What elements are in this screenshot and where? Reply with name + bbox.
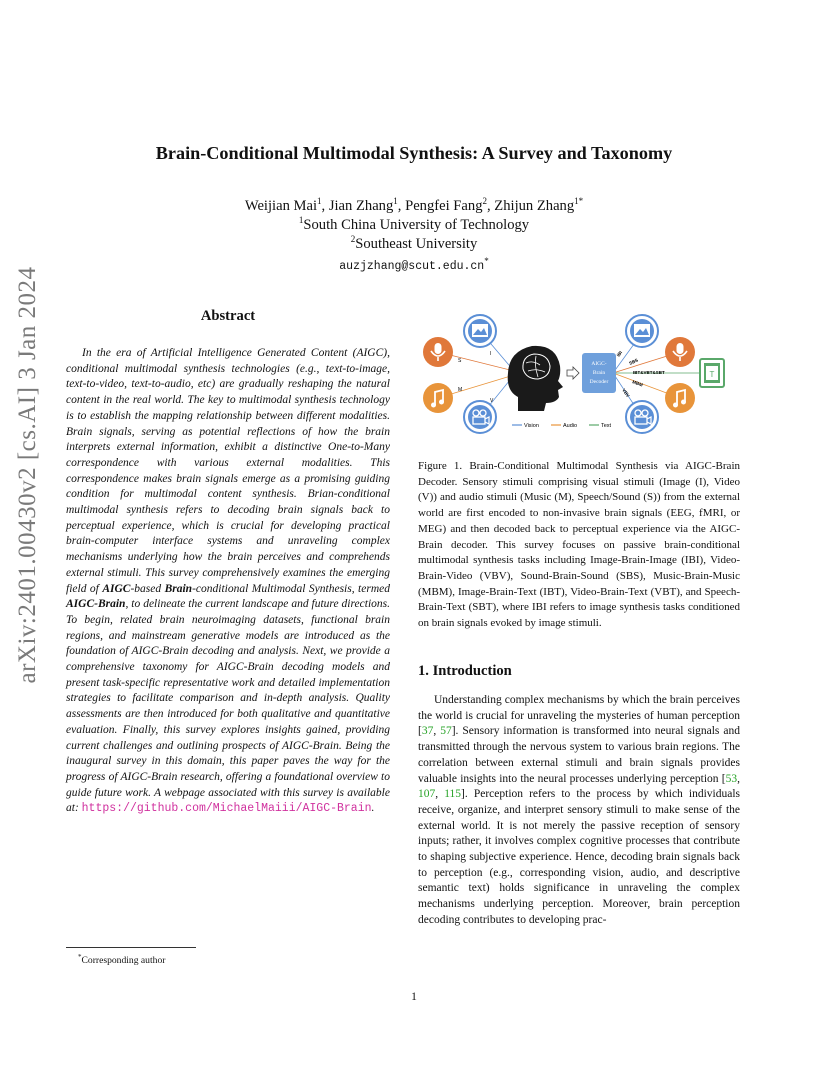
introduction-body: Understanding complex mechanisms by which the brain perceives the world is crucial for unraveling the mysteries of human perception [37, 57]. Sensory information is transformed into neural signals and transmitted through the nervous system to various brain regions. The correlation between external stimuli and brain signals provides valuable insights into the neural processes underlying perception [53, 107, 115]. Perception refers to the process by which individuals receive, organize, and interpret sensory stimuli to make sense of the external world. It is not merely the passive reception of sensory inputs; rather, it involves complex cognitive processes that contribute to shaping subjective experience. Hence, decoding brain signals back to perception (e.g., corresponding vision, audio, and descriptive semantic text) holds significance in unraveling the complex mechanisms underlying perception. Moreover, brain perception decoding contributes to developing prac- [418,694,740,926]
citation-link[interactable]: 115 [444,788,462,801]
abstract-body: In the era of Artificial Intelligence Generated Content (AIGC), conditional multimodal synthesis technologies (e.g., text-to-image, text-to-video, text-to-audio, etc) are gradually reshaping the natural content in the real world. The key to multimodal synthesis technology is to establish the mapping relationship between different modalities. Brain signals, serving as potential reflections of how the brain interprets external information, exhibit a distinctive One-to-Many correspondence with various external modalities. This correspondence makes brain signals emerge as a promising guiding condition for multimodal content synthesis. Brian-conditional multimodal synthesis refers to decoding brain signals back to perceptual experience, which is crucial for developing practical brain-computer interface systems and unraveling complex mechanisms underlying how the brain perceives and comprehends external stimuli. This survey comprehensively examines the emerging field of AIGC-based Brain-conditional Multimodal Synthesis, termed AIGC-Brain, to delineate the current landscape and future directions. To begin, related brain neuroimaging datasets, functional brain regions, and mainstream generative models are introduced as the foundation of AIGC-Brain decoding and analysis. Next, we provide a comprehensive taxonomy for AIGC-Brain decoding models and present task-specific representative work and detailed implementation strategies to facilitate comparison and in-depth analysis. Quality assessments are then introduced for both qualitative and quantitative evaluation. Finally, this survey explores insights gained, providing current challenges and outlining prospects of AIGC-Brain. Being the inaugural survey in this domain, this paper paves the way for the progress of AIGC-Brain research, offering a foundational overview to guide future work. A webpage associated with this survey is available at: https://github.com/MichaelMaiii/AIGC-Brain. [66,347,390,816]
input-label-i: I [490,351,492,357]
output-music-icon [665,383,695,413]
input-video-icon [464,401,496,433]
output-label-text: IBT&VBT&SBT [633,370,665,375]
output-label-vbv: VBV [621,387,631,399]
input-label-v: V [490,398,494,404]
author-list: Weijian Mai$^1$, Jian Zhang$^1$, Pengfei Fang$^2$, Zhijun Zhang$^{1*}$ [244,196,584,214]
svg-text:T: T [709,370,715,379]
output-text-document-icon [700,359,724,387]
input-label-m: M [458,387,463,393]
figure-caption: Figure 1. Brain-Conditional Multimodal Synthesis via AIGC-Brain Decoder. Sensory stimuli comprising visual stimuli (Image (I), Video (V)) and audio stimuli (Music (M), Speech/Sound (S)) from the external world are first encoded to non-invasive brain signals (EEG, fMRI, or MEG) and then decoded back to perceptual experience via the AIGC-Brain decoder. This survey focuses on passive brain-conditional multimodal synthesis tasks including Image-Brain-Image (IBI), Video-Brain-Video (VBV), Sound-Brain-Sound (SBS), Music-Brain-Music (MBM), Image-Brain-Text (IBT), Video-Brain-Text (VBT), and Speech-Brain-Text (SBT), where IBI refers to image synthesis tasks conditioned on brain signals evoked by image stimuli. [418,460,740,630]
footnote-rule [66,947,196,948]
svg-text:Text: Text [601,423,612,429]
citation-link[interactable]: 37 [421,725,434,738]
figure-1-diagram [418,311,740,439]
svg-text:Audio: Audio [563,423,578,429]
input-music-icon [423,383,453,413]
page-number: 1 [411,991,417,1003]
output-video-icon [626,401,658,433]
paper-title: Brain-Conditional Multimodal Synthesis: A Survey and Taxonomy [155,143,673,163]
github-link[interactable]: https://github.com/MichaelMaiii/AIGC-Brain [81,802,372,816]
arxiv-stamp: arXiv:2401.00430v2 [cs.AI] 3 Jan 2024 [14,266,41,684]
abstract-heading: Abstract [200,308,256,324]
citation-link[interactable]: 53 [725,772,738,785]
svg-text:Brain: Brain [592,370,606,376]
aigc-brain-decoder-box [582,353,616,393]
output-speech-icon [665,337,695,367]
citation-link[interactable]: 57 [440,725,452,738]
arrow-right-icon [567,367,579,379]
figure-legend [512,423,612,429]
svg-text:Vision: Vision [524,423,539,429]
affiliation-2: $^2$Southeast University [350,234,478,252]
output-label-mbm: MBM [631,379,644,388]
brain-head-silhouette-icon [508,346,563,411]
output-label-ibi: IBI [615,349,624,358]
citation-link[interactable]: 107 [418,788,436,801]
output-label-sbs: SBS [628,357,639,366]
output-image-icon [626,315,658,347]
input-speech-icon [423,337,453,367]
author-email: auzjzhang@scut.edu.cn* [339,256,489,273]
svg-text:AIGC-: AIGC- [591,361,607,367]
affiliation-1: $^1$South China University of Technology [298,215,530,233]
footnote: *Corresponding author [78,953,166,967]
input-image-icon [464,315,496,347]
section-heading-introduction: 1. Introduction [418,663,512,679]
svg-text:Decoder: Decoder [589,379,609,385]
input-label-s: S [458,358,462,364]
